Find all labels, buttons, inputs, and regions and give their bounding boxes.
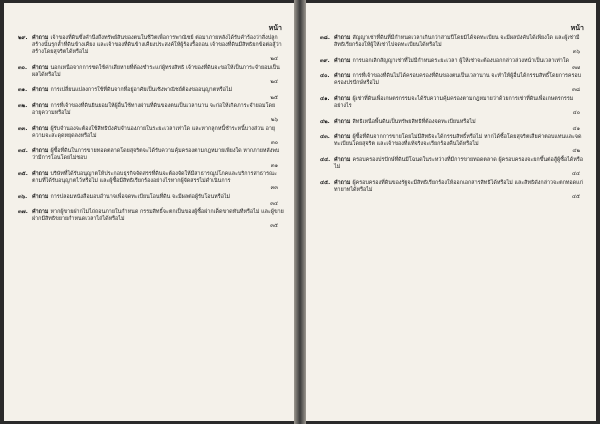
entry-text: เจ้าของที่ดินซึ่งคำนึงถึงทรัพย์สินของตนในชีวิตเพื่อการพาณิชย์ ต่อมาภายหลังได้รับคำร้องว่าสิ่งปลูกสร้างนั้นรุกล้ำที่ดินข้างเคียง และเจ้าของที่ดินข้างเคียงประสงค์ให้ผู้ร้องรื้อถอน เจ้าของที่ดินมีสิทธิยกข้อต่อสู้ว่าสร้างโดยสุจริตได้หรือไม่: [32, 35, 282, 56]
entry-text: การเปลี่ยนแปลงการใช้ที่ดินจากที่อยู่อาศัยเป็นเชิงพาณิชย์ต้องขออนุญาตหรือไม่: [50, 87, 233, 94]
toc-entry: [18, 148, 284, 169]
entry-keyword: คำถาม: [32, 35, 49, 41]
entry-body: [334, 58, 586, 72]
entry-page-number: ๒๕: [270, 94, 278, 101]
entry-body: [334, 157, 586, 178]
entry-body: [32, 103, 284, 124]
entry-body: [334, 180, 586, 201]
entry-text: การปลอมหนังสือมอบอำนาจเพื่อจดทะเบียนโอนที่ดิน จะมีผลต่อผู้รับโอนหรือไม่: [50, 193, 231, 200]
entry-page-number: ๓๓: [270, 185, 278, 192]
entry-body: [334, 134, 586, 155]
entry-text: นอกเหนือจากการชดใช้ค่าเสียหายที่ต้องชำระแก่ผู้ทรงสิทธิ เจ้าของที่ดินจะขอให้เป็นภาระจำยอมเป็นผลได้หรือไม่: [32, 64, 280, 78]
entry-number: ๓๒.: [18, 103, 28, 110]
entry-body: [32, 194, 284, 208]
entry-text: ครอบครองปรปักษ์ที่ดินมีโฉนดในระหว่างที่มีการขายทอดตลาด ผู้ครอบครองจะยกขึ้นต่อสู้ผู้ซื้อได้หรือไม่: [334, 156, 583, 170]
entry-keyword: คำถาม: [334, 179, 351, 186]
entry-body: [334, 119, 586, 133]
toc-entry: [320, 180, 586, 201]
entry-number: ๔๓.: [320, 134, 330, 141]
right-entries-list: [320, 35, 586, 202]
toc-entry: [18, 209, 284, 230]
entry-number: ๓๗.: [18, 209, 28, 216]
entry-number: ๓๔.: [18, 148, 28, 155]
toc-entry: [320, 157, 586, 178]
entry-number: ๓๑.: [18, 87, 28, 94]
entry-text: ผู้ซื้อที่ดินในการขายทอดตลาดโดยสุจริตจะได้รับความคุ้มครองตามกฎหมายเพียงใด หากภายหลังพบว่ามีการโอนโดยไม่ชอบ: [32, 148, 280, 162]
entry-number: ๔๑.: [320, 95, 330, 102]
entry-page-number: ๔๑: [572, 125, 580, 132]
entry-body: [32, 148, 284, 169]
entry-keyword: คำถาม: [32, 171, 49, 178]
entry-text: ผู้เช่าที่ดินเพื่อเกษตรกรรมจะได้รับความคุ้มครองตามกฎหมายว่าด้วยการเช่าที่ดินเพื่อเกษตรกรรมอย่างไร: [334, 95, 574, 110]
entry-body: [32, 126, 284, 147]
toc-entry: [18, 87, 284, 101]
entry-number: ๓๙.: [320, 57, 330, 64]
entry-page-number: ๒๔: [270, 78, 278, 85]
entry-body: [32, 209, 284, 230]
entry-page-number: ๓๗: [572, 64, 580, 71]
entry-number: ๓๖.: [18, 193, 28, 200]
right-page-header: หน้า: [570, 24, 584, 32]
entry-keyword: คำถาม: [334, 156, 351, 163]
toc-entry: [18, 171, 284, 192]
entry-number: ๔๐.: [320, 73, 330, 80]
right-page: [306, 3, 596, 421]
entry-body: [32, 35, 284, 63]
entry-keyword: คำถาม: [32, 103, 49, 110]
toc-entry: [18, 126, 284, 147]
entry-page-number: ๓๖: [572, 49, 580, 56]
entry-body: [32, 87, 284, 101]
entry-page-number: ๒๔: [270, 56, 278, 63]
entry-number: ๓๕.: [18, 171, 28, 178]
left-page-header: หน้า: [268, 24, 282, 32]
entry-keyword: คำถาม: [334, 134, 351, 141]
entry-text: การที่เจ้าของที่ดินไม่ได้ครอบครองที่ดินของตนเป็นเวลานาน จะทำให้ผู้อื่นได้กรรมสิทธิ์โดยการครอบครองปรปักษ์หรือไม่: [334, 73, 582, 87]
entry-text: สัญญาเช่าที่ดินที่มีกำหนดเวลาเกินกว่าสามปีโดยมิได้จดทะเบียน จะมีผลบังคับได้เพียงใด และผู้เช่ามีสิทธิเรียกร้องให้ผู้ให้เช่าไปจดทะเบียนได้หรือไม่: [334, 35, 580, 49]
entry-number: ๔๒.: [320, 118, 330, 125]
entry-page-number: ๓๔: [270, 200, 278, 207]
entry-keyword: คำถาม: [32, 193, 49, 200]
entry-keyword: คำถาม: [334, 57, 351, 64]
entry-keyword: คำถาม: [334, 35, 351, 41]
entry-number: ๒๙.: [18, 35, 28, 41]
entry-keyword: คำถาม: [32, 148, 49, 155]
entry-number: ๔๔.: [320, 156, 331, 163]
entry-keyword: คำถาม: [32, 64, 49, 71]
left-entries-list: [18, 35, 284, 232]
entry-body: [32, 171, 284, 192]
toc-entry: [320, 73, 586, 94]
entry-page-number: ๔๔: [571, 171, 580, 178]
entry-text: การที่เจ้าของที่ดินยินยอมให้ผู้อื่นใช้ทางผ่านที่ดินของตนเป็นเวลานาน จะก่อให้เกิดภาระจำยอมโดยอายุความหรือไม่: [32, 103, 276, 117]
toc-entry: [18, 194, 284, 208]
entry-keyword: คำถาม: [334, 118, 351, 125]
entry-page-number: ๓๘: [572, 87, 580, 94]
entry-page-number: ๔๕: [571, 193, 580, 200]
entry-number: ๓๐.: [18, 64, 28, 71]
entry-number: ๔๕.: [320, 179, 331, 186]
entry-body: [334, 73, 586, 94]
entry-keyword: คำถาม: [32, 209, 49, 216]
toc-entry: [320, 35, 586, 56]
entry-text: บริษัทที่ได้รับอนุญาตให้ประกอบธุรกิจจัดสรรที่ดินจะต้องจัดให้มีสาธารณูปโภคและบริการสาธารณะตามที่ได้รับอนุญาตไว้หรือไม่ และผู้ซื้อมีสิทธิเรียกร้องอย่างไรหากผู้จัดสรรไม่ดำเนินการ: [32, 171, 277, 185]
toc-entry: [320, 58, 586, 72]
entry-keyword: คำถาม: [32, 87, 49, 94]
entry-page-number: ๓๑: [270, 162, 278, 169]
entry-text: หากผู้ขายฝากไม่ไถ่ถอนภายในกำหนด กรรมสิทธิ์จะตกเป็นของผู้ซื้อฝากเด็ดขาดทันทีหรือไม่ และผู้ขายฝากมีสิทธิขยายกำหนดเวลาไถ่ได้หรือไม่: [32, 209, 284, 223]
entry-body: [334, 96, 586, 117]
toc-entry: [320, 119, 586, 133]
toc-entry: [18, 103, 284, 124]
entry-text: สิทธิเหนือพื้นดินเป็นทรัพยสิทธิที่ต้องจดทะเบียนหรือไม่: [352, 118, 476, 125]
entry-text: ผู้รับจำนองจะต้องใช้สิทธิบังคับจำนองภายในระยะเวลาเท่าใด และหากลูกหนี้ชำระหนี้บางส่วน อายุความจะสะดุดหยุดลงหรือไม่: [32, 125, 275, 139]
toc-entry: [320, 134, 586, 155]
entry-keyword: คำถาม: [32, 125, 49, 132]
toc-entry: [320, 96, 586, 117]
entry-page-number: ๔๒: [572, 148, 580, 155]
entry-page-number: ๒๖: [271, 117, 278, 124]
entry-number: ๓๘.: [320, 35, 330, 41]
entry-number: ๓๓.: [18, 125, 28, 132]
entry-text: ผู้ซื้อที่ดินจากการขายโดยไม่มีสิทธิจะได้กรรมสิทธิ์หรือไม่ หากได้ซื้อโดยสุจริตเสียค่าตอบแทนและจดทะเบียนโดยสุจริต และเจ้าของที่แท้จริงจะเรียกร้องคืนได้หรือไม่: [334, 134, 582, 148]
book-gutter: [294, 0, 306, 424]
entry-body: [334, 35, 586, 56]
entry-keyword: คำถาม: [334, 73, 351, 80]
entry-body: [32, 65, 284, 86]
left-page: [4, 3, 294, 421]
toc-entry: [18, 35, 284, 63]
entry-keyword: คำถาม: [334, 95, 351, 102]
toc-entry: [18, 65, 284, 86]
entry-text: ผู้ครอบครองที่ดินของรัฐจะมีสิทธิเรียกร้องให้ออกเอกสารสิทธิได้หรือไม่ และสิทธิดังกล่าวจะตกทอดแก่ทายาทได้หรือไม่: [334, 179, 583, 193]
entry-text: การบอกเลิกสัญญาเช่าที่ไม่มีกำหนดระยะเวลา ผู้ให้เช่าจะต้องบอกกล่าวล่วงหน้าเป็นเวลาเท่าใด: [352, 57, 569, 64]
entry-page-number: ๓๐: [271, 139, 278, 146]
entry-page-number: ๓๕: [270, 223, 278, 230]
entry-page-number: ๔๐: [572, 110, 580, 117]
